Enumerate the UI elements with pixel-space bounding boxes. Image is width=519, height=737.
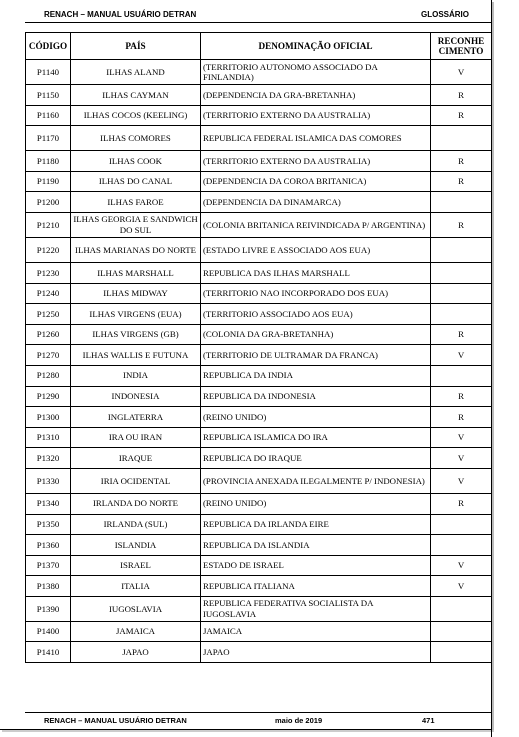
cell-country: IUGOSLAVIA [71,596,201,621]
cell-code: P1320 [26,448,71,469]
cell-country: IRIA OCIDENTAL [71,468,201,493]
cell-recognition [431,596,492,621]
table-row [26,427,492,448]
table-row [26,60,492,85]
table-row [26,126,492,151]
cell-recognition: V [431,427,492,448]
cell-code: P1380 [26,576,71,597]
table-row [26,324,492,345]
cell-code: P1230 [26,262,71,283]
table-row [26,105,492,126]
table-row [26,345,492,366]
table-row [26,365,492,386]
table-row [26,283,492,304]
table-row [26,555,492,576]
cell-official-name: (TERRITORIO AUTONOMO ASSOCIADO DA FINLANDIA) [201,60,431,85]
cell-code: P1410 [26,642,71,663]
cell-official-name: REPUBLICA FEDERATIVA SOCIALISTA DA IUGOSLAVIA [201,596,431,621]
footer-rule [25,712,491,713]
cell-code: P1260 [26,324,71,345]
cell-country: ILHAS COCOS (KEELING) [71,105,201,126]
cell-code: P1170 [26,126,71,151]
table-row [26,493,492,514]
cell-recognition [431,365,492,386]
table-row [26,448,492,469]
table-row [26,262,492,283]
cell-recognition [431,283,492,304]
cell-official-name: (DEPENDENCIA DA DINAMARCA) [201,192,431,213]
column-header-code: CÓDIGO [26,33,71,60]
table-header-row [26,33,492,60]
page-border-bottom [0,729,492,730]
cell-official-name: REPUBLICA DO IRAQUE [201,448,431,469]
cell-code: P1200 [26,192,71,213]
cell-country: IRA OU IRAN [71,427,201,448]
cell-code: P1220 [26,237,71,262]
cell-code: P1300 [26,407,71,428]
footer-date: maio de 2019 [275,716,323,725]
cell-country: ILHAS COMORES [71,126,201,151]
cell-recognition: R [431,151,492,172]
table-row [26,468,492,493]
cell-recognition [431,262,492,283]
table-row [26,596,492,621]
cell-recognition [431,304,492,325]
table-row [26,642,492,663]
cell-country: ILHAS VIRGENS (GB) [71,324,201,345]
cell-official-name: (ESTADO LIVRE E ASSOCIADO AOS EUA) [201,237,431,262]
cell-country: ISLANDIA [71,535,201,556]
cell-recognition [431,621,492,642]
header-title: RENACH – MANUAL USUÁRIO DETRAN [44,10,197,19]
cell-country: IRAQUE [71,448,201,469]
cell-official-name: JAPAO [201,642,431,663]
cell-code: P1240 [26,283,71,304]
cell-country: ILHAS MARSHALL [71,262,201,283]
table-row [26,212,492,237]
cell-country: IRLANDA DO NORTE [71,493,201,514]
cell-recognition: R [431,386,492,407]
cell-code: P1400 [26,621,71,642]
column-header-official-name: DENOMINAÇÃO OFICIAL [201,33,431,60]
page-shadow-bottom [2,730,494,732]
column-header-country: PAÍS [71,33,201,60]
cell-official-name: REPUBLICA ITALIANA [201,576,431,597]
cell-country: ISRAEL [71,555,201,576]
cell-official-name: REPUBLICA FEDERAL ISLAMICA DAS COMORES [201,126,431,151]
cell-official-name: (COLONIA BRITANICA REIVINDICADA P/ ARGENTINA) [201,212,431,237]
cell-official-name: (REINO UNIDO) [201,407,431,428]
cell-official-name: REPUBLICA DA ISLANDIA [201,535,431,556]
header-rule [25,22,491,23]
cell-country: ILHAS FAROE [71,192,201,213]
cell-official-name: (TERRITORIO ASSOCIADO AOS EUA) [201,304,431,325]
cell-official-name: (PROVINCIA ANEXADA ILEGALMENTE P/ INDONESIA) [201,468,431,493]
cell-code: P1190 [26,171,71,192]
cell-recognition: V [431,448,492,469]
cell-country: ILHAS GEORGIA E SANDWICH DO SUL [71,212,201,237]
column-header-recognition: RECONHE CIMENTO [431,33,492,60]
cell-recognition [431,192,492,213]
table-row [26,386,492,407]
cell-country: JAPAO [71,642,201,663]
cell-country: ITALIA [71,576,201,597]
table-row [26,514,492,535]
table-row [26,237,492,262]
cell-official-name: (DEPENDENCIA DA GRA-BRETANHA) [201,85,431,106]
cell-code: P1370 [26,555,71,576]
cell-country: ILHAS WALLIS E FUTUNA [71,345,201,366]
cell-official-name: (TERRITORIO DE ULTRAMAR DA FRANCA) [201,345,431,366]
cell-recognition: R [431,493,492,514]
cell-recognition: R [431,85,492,106]
cell-code: P1250 [26,304,71,325]
table-row [26,85,492,106]
cell-recognition: R [431,407,492,428]
cell-country: IRLANDA (SUL) [71,514,201,535]
cell-recognition: R [431,212,492,237]
cell-official-name: (DEPENDENCIA DA COROA BRITANICA) [201,171,431,192]
cell-code: P1270 [26,345,71,366]
cell-country: INDONESIA [71,386,201,407]
cell-official-name: (TERRITORIO EXTERNO DA AUSTRALIA) [201,105,431,126]
cell-recognition [431,514,492,535]
cell-country: ILHAS DO CANAL [71,171,201,192]
cell-recognition: V [431,60,492,85]
cell-code: P1340 [26,493,71,514]
cell-official-name: (REINO UNIDO) [201,493,431,514]
table-row [26,576,492,597]
header-section: GLOSSÁRIO [421,10,470,19]
cell-recognition: V [431,555,492,576]
cell-code: P1150 [26,85,71,106]
cell-official-name: JAMAICA [201,621,431,642]
cell-recognition: R [431,105,492,126]
cell-recognition: V [431,576,492,597]
cell-official-name: REPUBLICA DA INDONESIA [201,386,431,407]
cell-country: INGLATERRA [71,407,201,428]
cell-recognition [431,126,492,151]
table-row [26,407,492,428]
cell-official-name: REPUBLICA DA INDIA [201,365,431,386]
cell-country: ILHAS MIDWAY [71,283,201,304]
cell-country: ILHAS VIRGENS (EUA) [71,304,201,325]
cell-recognition [431,642,492,663]
table-body [26,60,492,663]
cell-code: P1210 [26,212,71,237]
cell-code: P1360 [26,535,71,556]
footer-title: RENACH – MANUAL USUÁRIO DETRAN [44,716,187,725]
cell-country: ILHAS MARIANAS DO NORTE [71,237,201,262]
cell-recognition [431,535,492,556]
table-row [26,304,492,325]
cell-country: ILHAS COOK [71,151,201,172]
cell-official-name: (TERRITORIO EXTERNO DA AUSTRALIA) [201,151,431,172]
cell-country: ILHAS CAYMAN [71,85,201,106]
table-row [26,535,492,556]
page-number: 471 [422,716,435,725]
table-row [26,192,492,213]
cell-code: P1140 [26,60,71,85]
cell-recognition: R [431,171,492,192]
cell-country: JAMAICA [71,621,201,642]
cell-code: P1180 [26,151,71,172]
cell-country: ILHAS ALAND [71,60,201,85]
cell-recognition: R [431,324,492,345]
cell-official-name: REPUBLICA DA IRLANDA EIRE [201,514,431,535]
cell-code: P1290 [26,386,71,407]
page-shadow-right [492,2,494,731]
cell-official-name: REPUBLICA ISLAMICA DO IRA [201,427,431,448]
table-row [26,171,492,192]
table-row [26,621,492,642]
cell-code: P1390 [26,596,71,621]
cell-official-name: ESTADO DE ISRAEL [201,555,431,576]
cell-recognition: V [431,468,492,493]
cell-recognition: V [431,345,492,366]
cell-code: P1310 [26,427,71,448]
cell-recognition [431,237,492,262]
cell-country: INDIA [71,365,201,386]
cell-official-name: REPUBLICA DAS ILHAS MARSHALL [201,262,431,283]
countries-table [25,32,492,663]
cell-code: P1330 [26,468,71,493]
cell-official-name: (TERRITORIO NAO INCORPORADO DOS EUA) [201,283,431,304]
cell-code: P1280 [26,365,71,386]
cell-code: P1350 [26,514,71,535]
cell-official-name: (COLONIA DA GRA-BRETANHA) [201,324,431,345]
table-row [26,151,492,172]
cell-code: P1160 [26,105,71,126]
